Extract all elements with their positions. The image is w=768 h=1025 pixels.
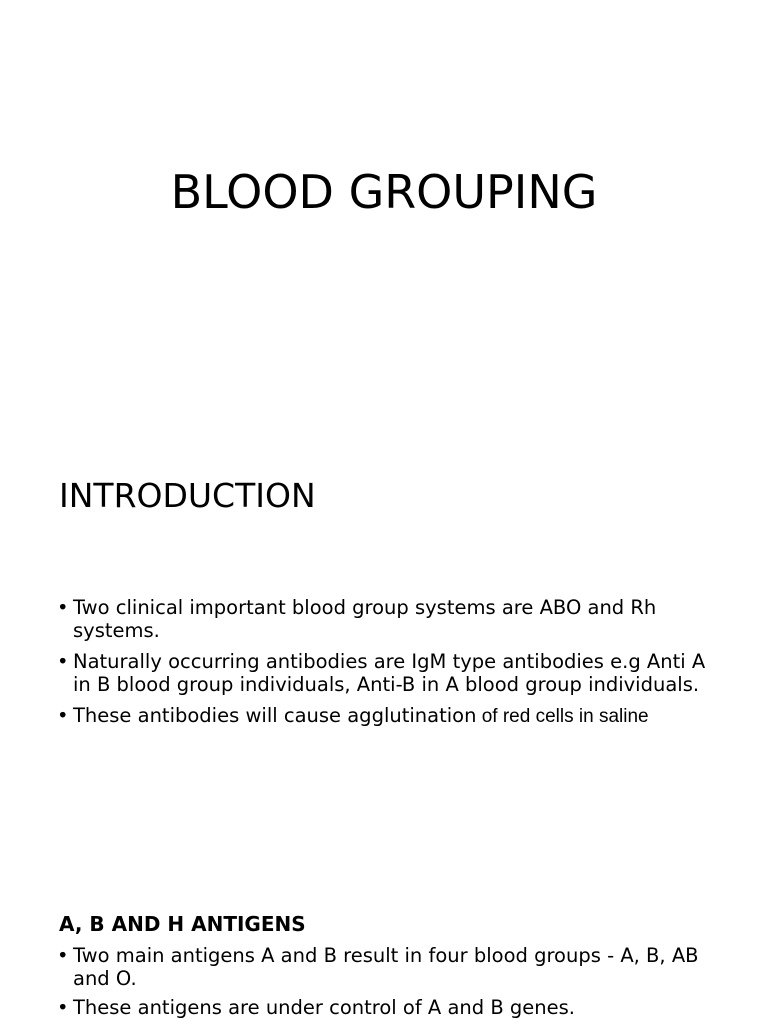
bullet-text: Two main antigens A and B result in four blood groups - A, B, AB and O. xyxy=(73,944,699,990)
bullet-icon: • xyxy=(57,650,69,673)
bullet-text: These antibodies will cause agglutination xyxy=(73,704,477,727)
section-heading-introduction: INTRODUCTION xyxy=(59,476,316,515)
section-heading-antigens: A, B AND H ANTIGENS xyxy=(59,912,306,936)
bullet-icon: • xyxy=(57,704,69,727)
list-item xyxy=(57,596,717,642)
antigens-bullet-list xyxy=(57,944,717,1025)
list-item xyxy=(57,944,717,990)
list-item xyxy=(57,996,717,1019)
bullet-text: Naturally occurring antibodies are IgM type antibodies e.g Anti A in B blood group individuals, Anti-B in A blood group individuals. xyxy=(73,650,706,696)
bullet-icon: • xyxy=(57,944,69,967)
list-item xyxy=(57,704,717,728)
bullet-text: Two clinical important blood group systems are ABO and Rh systems. xyxy=(73,596,657,642)
introduction-bullet-list xyxy=(57,596,717,736)
bullet-text-tail: of red cells in saline xyxy=(476,706,649,727)
slide-title: BLOOD GROUPING xyxy=(170,165,598,219)
bullet-text: These antigens are under control of A and B genes. xyxy=(73,996,576,1019)
bullet-icon: • xyxy=(57,596,69,619)
bullet-icon: • xyxy=(57,996,69,1019)
list-item xyxy=(57,650,717,696)
